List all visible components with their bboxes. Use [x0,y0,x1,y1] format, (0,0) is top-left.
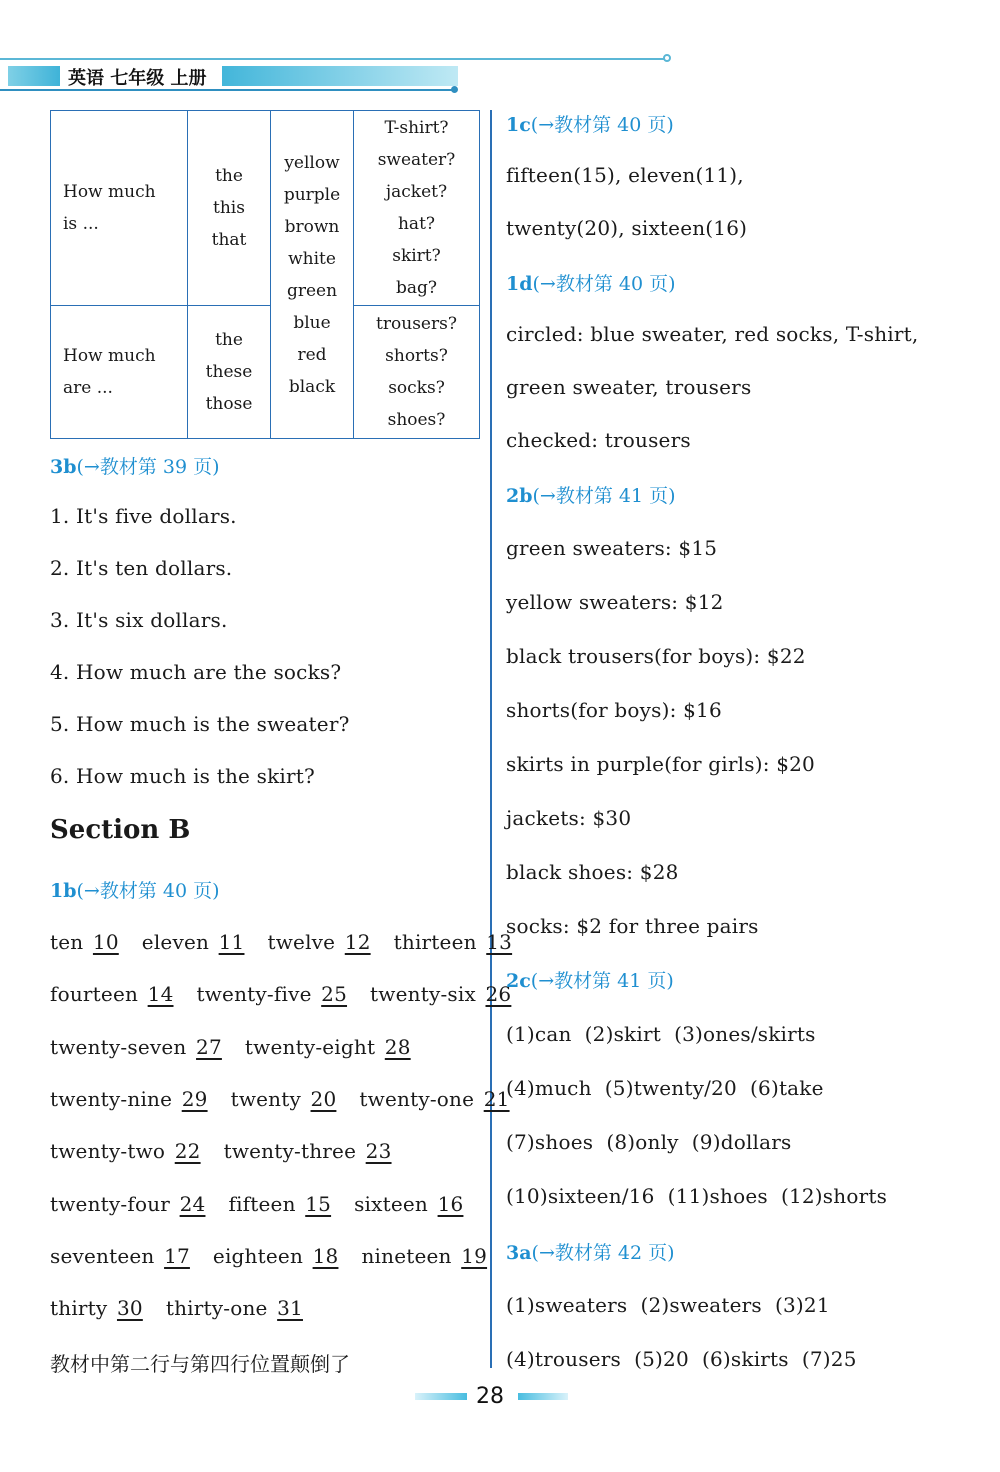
note-text: 教材中第二行与第四行位置颠倒了 [50,1352,350,1376]
number-word: twenty [230,1087,308,1111]
header-accent-left [8,66,60,86]
table-cell-determiners: the these those [188,306,271,439]
number-word: eleven [141,930,216,954]
number-word: twenty-seven [50,1035,194,1059]
table-row [51,111,480,306]
number-answer: 23 [365,1139,392,1163]
answer-line: jackets: $30 [506,806,632,830]
number-word: seventeen [50,1244,162,1268]
number-answer: 15 [305,1192,332,1216]
answer-line: 2. It's ten dollars. [50,556,233,580]
number-line [50,982,514,1006]
table-cell-colors: yellow purple brown white green blue red black [271,111,354,439]
answer-line: fifteen(15), eleven(11), [506,163,744,187]
book-title: 英语 七年级 上册 [68,68,207,89]
number-line [50,930,515,954]
answer-line: 5. How much is the sweater? [50,712,350,736]
number-answer: 16 [437,1192,464,1216]
number-answer: 28 [384,1035,411,1059]
number-answer: 30 [116,1296,143,1320]
number-answer: 24 [179,1192,206,1216]
number-answer: 17 [164,1244,190,1268]
number-word: twenty-three [223,1139,363,1163]
number-word: sixteen [354,1192,435,1216]
number-word: eighteen [212,1244,310,1268]
table-cell-items: T-shirt? sweater? jacket? hat? skirt? bag? [354,111,480,306]
column-divider [490,110,492,1368]
answer-line: (1)can (2)skirt (3)ones/skirts [506,1022,816,1046]
number-answer: 26 [485,982,512,1006]
number-word: twenty-one [359,1087,481,1111]
number-word: twelve [267,930,342,954]
number-word: twenty-eight [244,1035,382,1059]
number-answer: 21 [483,1087,510,1111]
heading-1c: 1c(→教材第 40 页) [506,114,674,136]
number-answer: 11 [218,930,245,954]
number-answer: 25 [321,982,348,1006]
number-line [50,1244,490,1268]
number-line [50,1035,414,1059]
heading-3a: 3a(→教材第 42 页) [506,1242,675,1264]
number-answer: 12 [344,930,371,954]
number-word: thirty [50,1296,114,1320]
number-word: nineteen [361,1244,459,1268]
answer-line: green sweater, trousers [506,375,752,399]
number-word: ten [50,930,90,954]
number-word: twenty-four [50,1192,177,1216]
answer-line: (7)shoes (8)only (9)dollars [506,1130,792,1154]
heading-1b: 1b(→教材第 40 页) [50,880,220,902]
header-accent-right [222,66,458,86]
answer-line: (4)trousers (5)20 (6)skirts (7)25 [506,1347,857,1371]
table-cell-determiners: the this that [188,111,271,306]
number-answer: 13 [486,930,513,954]
answer-line: checked: trousers [506,428,691,452]
heading-2c: 2c(→教材第 41 页) [506,970,674,992]
number-answer: 18 [312,1244,339,1268]
heading-2b: 2b(→教材第 41 页) [506,485,676,507]
header-rule [0,58,665,60]
number-word: twenty-nine [50,1087,179,1111]
answer-line: 4. How much are the socks? [50,660,342,684]
number-answer: 31 [277,1296,303,1320]
answer-line: (4)much (5)twenty/20 (6)take [506,1076,824,1100]
number-answer: 27 [196,1035,222,1059]
page-number-accent-left [415,1393,467,1400]
phrase-table [50,110,480,439]
answer-line: yellow sweaters: $12 [506,590,724,614]
number-word: fourteen [50,982,145,1006]
answer-line: 1. It's five dollars. [50,504,237,528]
answer-line: 3. It's six dollars. [50,608,228,632]
number-answer: 20 [310,1087,337,1111]
table-cell-items: trousers? shorts? socks? shoes? [354,306,480,439]
number-word: twenty-six [370,982,483,1006]
table-cell-lead: How much are ... [51,306,188,439]
heading-3b: 3b(→教材第 39 页) [50,456,220,478]
page-number: 28 [476,1384,504,1409]
table-cell-lead: How much is ... [51,111,188,306]
number-word: thirty-one [165,1296,275,1320]
number-answer: 19 [461,1244,488,1268]
page-number-accent-right [518,1393,568,1400]
answer-line: green sweaters: $15 [506,536,718,560]
answer-line: shorts(for boys): $16 [506,698,722,722]
answer-line: skirts in purple(for girls): $20 [506,752,815,776]
number-line [50,1192,466,1216]
answer-line: twenty(20), sixteen(16) [506,216,748,240]
number-answer: 10 [92,930,119,954]
number-answer: 22 [174,1139,201,1163]
number-line [50,1296,306,1320]
answer-line: (10)sixteen/16 (11)shoes (12)shorts [506,1184,888,1208]
answer-line: 6. How much is the skirt? [50,764,315,788]
number-word: thirteen [393,930,484,954]
section-heading: Section B [50,815,191,845]
number-word: twenty-five [196,982,319,1006]
answer-line: socks: $2 for three pairs [506,914,759,938]
answer-line: circled: blue sweater, red socks, T-shirt, [506,322,919,346]
header-underline [0,89,455,91]
number-line [50,1087,513,1111]
number-word: fifteen [228,1192,303,1216]
answer-line: black trousers(for boys): $22 [506,644,806,668]
header-rule-end [663,54,671,62]
number-answer: 29 [181,1087,208,1111]
number-line [50,1139,395,1163]
header-underline-end [451,86,458,93]
answer-line: black shoes: $28 [506,860,679,884]
number-answer: 14 [147,982,174,1006]
table-row [51,306,480,439]
answer-line: (1)sweaters (2)sweaters (3)21 [506,1293,830,1317]
number-word: twenty-two [50,1139,172,1163]
heading-1d: 1d(→教材第 40 页) [506,273,676,295]
